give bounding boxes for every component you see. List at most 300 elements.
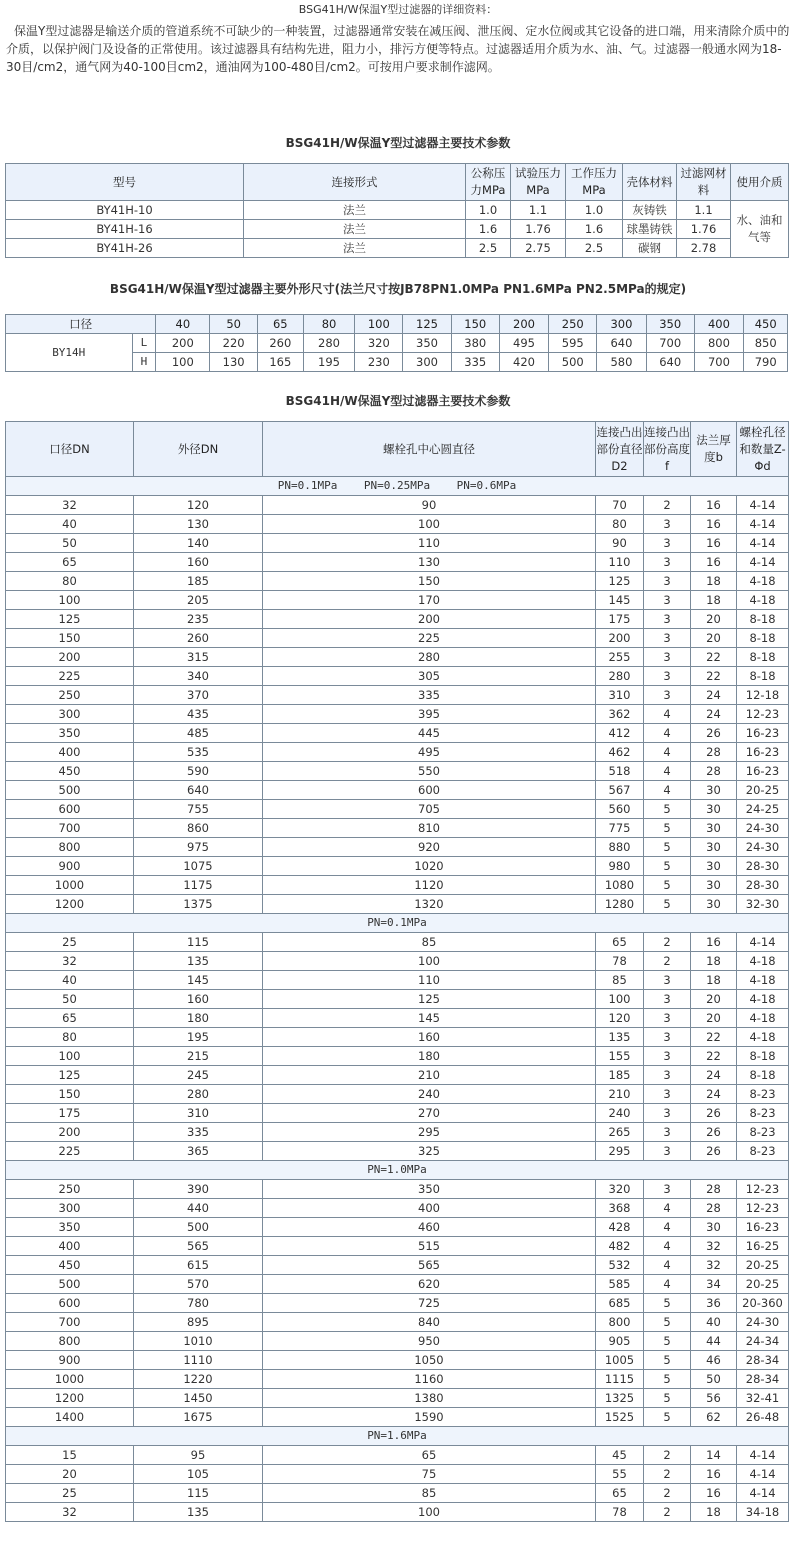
table-cell: 3 [644,515,691,534]
table-cell: 110 [263,971,596,990]
table-row [6,686,789,705]
table-cell: 78 [596,1503,644,1522]
table-cell: 368 [596,1199,644,1218]
table-cell: 16 [691,515,737,534]
table-cell: 420 [499,353,549,372]
table-cell: 85 [596,971,644,990]
table-cell: 16-23 [737,762,789,781]
table-cell: 30 [691,838,737,857]
table-row [6,1047,789,1066]
table-row [6,1389,789,1408]
table-row [6,1142,789,1161]
table-cell: 8-23 [737,1123,789,1142]
table-cell: 3 [644,1009,691,1028]
intro-paragraph: 保温Y型过滤器是输送介质的管道系统不可缺少的一种装置，过滤器通常安装在减压阀、泄压阀、定水位阀或其它设备的进口端，用来清除介质中的介质，以保护阀门及设备的正常使用。该过滤器具有结构先进，阻力小，排污方便等特点。过滤器适用介质为水、油、气。过滤器一般通水网为18-30目/cm2，通气网为40-100目cm2，通油网为100-480目/cm2。可按用户要求制作滤网。 [6,24,790,74]
table-row [6,933,789,952]
table-cell: 4-14 [737,515,789,534]
table-cell: 30 [691,800,737,819]
column-header: 连接凸出部份直径D2 [596,422,644,477]
table-cell: 2 [644,1484,691,1503]
table-cell: 32 [6,496,134,515]
column-header: 过滤网材料 [677,164,731,201]
table-cell: 26 [691,1123,737,1142]
table1-title: BSG41H/W保温Y型过滤器主要技术参数 [285,136,511,150]
table-cell: 5 [644,838,691,857]
table-cell: 5 [644,1294,691,1313]
table-cell: 5 [644,1389,691,1408]
table-cell: 16 [691,534,737,553]
table-cell: 165 [257,353,303,372]
table-cell: 260 [134,629,263,648]
table-cell: 3 [644,1028,691,1047]
table-header-row [6,164,789,201]
table-cell: 175 [6,1104,134,1123]
table-cell: 325 [263,1142,596,1161]
table2-title: BSG41H/W保温Y型过滤器主要外形尺寸(法兰尺寸按JB78PN1.0MPa PN1.6MPa PN2.5MPa的规定) [109,282,687,296]
table-row [6,1370,789,1389]
table-cell: 518 [596,762,644,781]
table-cell: 390 [134,1180,263,1199]
table-row [6,895,789,914]
table-cell: 20 [691,1009,737,1028]
table-row [6,1123,789,1142]
table-cell: 220 [210,334,258,353]
table-cell: 2.5 [466,239,511,258]
column-header: 125 [403,315,452,334]
table-cell: 3 [644,1066,691,1085]
table-cell: 125 [6,1066,134,1085]
table-cell: 20 [691,610,737,629]
table-cell: 65 [596,933,644,952]
table-cell: 800 [694,334,744,353]
table-cell: 160 [134,553,263,572]
table-cell: 12-23 [737,705,789,724]
table-cell: 5 [644,800,691,819]
table-cell: 335 [134,1123,263,1142]
table-cell: 300 [6,705,134,724]
table-cell: 1220 [134,1370,263,1389]
section-label: PN=0.1MPa PN=0.25MPa PN=0.6MPa [6,477,789,496]
table-cell: 800 [6,1332,134,1351]
table-cell: 50 [6,990,134,1009]
table-cell: 5 [644,1313,691,1332]
column-header: 80 [303,315,355,334]
table-cell: 900 [6,857,134,876]
table-cell: 32-41 [737,1389,789,1408]
section-row [6,914,789,933]
table-cell: 600 [263,781,596,800]
table-cell: 25 [6,1484,134,1503]
table-cell: 500 [6,781,134,800]
table-cell: 4 [644,705,691,724]
table-cell: 850 [744,334,788,353]
table-cell: 40 [691,1313,737,1332]
table-cell: 16-23 [737,1218,789,1237]
table-cell: 26 [691,1104,737,1123]
table-cell: 45 [596,1446,644,1465]
table-cell: 200 [6,648,134,667]
table-row [6,667,789,686]
table-cell: 485 [134,724,263,743]
table-cell: 150 [6,1085,134,1104]
table-cell: 5 [644,1332,691,1351]
table-row [6,1066,789,1085]
table-cell: 3 [644,553,691,572]
table-cell: 3 [644,1047,691,1066]
column-header: 外径DN [134,422,263,477]
table-cell: 5 [644,857,691,876]
table-cell: 130 [263,553,596,572]
table-cell: 800 [596,1313,644,1332]
table-cell: 4 [644,1237,691,1256]
table-cell: 85 [263,1484,596,1503]
table-cell: 600 [6,1294,134,1313]
table-cell: 2 [644,1503,691,1522]
table-row [6,496,789,515]
table-cell: 570 [134,1275,263,1294]
table-cell: 85 [263,933,596,952]
table-cell: 46 [691,1351,737,1370]
table-cell: 500 [134,1218,263,1237]
table-cell: 4 [644,762,691,781]
table-cell: 球墨铸铁 [623,220,677,239]
table-cell: 24-30 [737,838,789,857]
table-cell: 30 [691,781,737,800]
table-cell: 20-360 [737,1294,789,1313]
column-header: 壳体材料 [623,164,677,201]
table-cell: 2 [644,1465,691,1484]
table-cell: 18 [691,952,737,971]
table-cell: 34 [691,1275,737,1294]
table-row [6,220,789,239]
table-cell: 380 [451,334,499,353]
section-label: PN=1.0MPa [6,1161,789,1180]
table-cell: BY41H-10 [6,201,244,220]
table-cell: 110 [263,534,596,553]
table-cell: 395 [263,705,596,724]
table-cell: 130 [210,353,258,372]
column-header: 350 [646,315,694,334]
table-cell: 80 [596,515,644,534]
section-row [6,1427,789,1446]
table-cell: 362 [596,705,644,724]
table-cell: 12-18 [737,686,789,705]
table-row [6,610,789,629]
table-cell: 460 [263,1218,596,1237]
table-cell: H [132,353,156,372]
table-cell: 260 [257,334,303,353]
table-row [6,1294,789,1313]
table-cell: 5 [644,1351,691,1370]
table-cell: 5 [644,876,691,895]
table-cell: 30 [691,1218,737,1237]
table-cell: 26-48 [737,1408,789,1427]
column-header: 型号 [6,164,244,201]
table-cell: 1.0 [466,201,511,220]
table-cell: 4-18 [737,952,789,971]
column-header: 300 [597,315,647,334]
table-cell: 1380 [263,1389,596,1408]
table-cell: 185 [596,1066,644,1085]
table-row [6,724,789,743]
table-row [6,1332,789,1351]
table-cell: 4-18 [737,572,789,591]
table3-title: BSG41H/W保温Y型过滤器主要技术参数 [285,394,511,408]
table-row [6,629,789,648]
table-row [6,781,789,800]
table-cell: 305 [263,667,596,686]
table-cell: 18 [691,591,737,610]
table-cell: 950 [263,1332,596,1351]
table-cell: 580 [597,353,647,372]
table-cell: 4 [644,743,691,762]
table-cell: 225 [263,629,596,648]
table-cell: 65 [596,1484,644,1503]
table-row [6,515,789,534]
column-header: 试验压力MPa [511,164,566,201]
table-cell: 8-18 [737,610,789,629]
table-cell: 28-30 [737,857,789,876]
table-cell: 500 [6,1275,134,1294]
table-cell: 15 [6,1446,134,1465]
table-cell: 125 [596,572,644,591]
table-cell: 640 [134,781,263,800]
table-cell: 3 [644,971,691,990]
table-row [6,876,789,895]
table-cell: 1325 [596,1389,644,1408]
table-row [6,743,789,762]
table-cell: 585 [596,1275,644,1294]
table-cell: 1115 [596,1370,644,1389]
table-cell: 205 [134,591,263,610]
table-cell: 110 [596,553,644,572]
table-cell: 80 [6,572,134,591]
table-cell: 40 [6,971,134,990]
table-cell: 295 [263,1123,596,1142]
table-cell: 1200 [6,895,134,914]
table-cell: 4-14 [737,1484,789,1503]
table-cell: 235 [134,610,263,629]
table-cell: 135 [134,952,263,971]
table-cell: 1160 [263,1370,596,1389]
column-header: 公称压力MPa [466,164,511,201]
table-cell: 1400 [6,1408,134,1427]
table-cell: 4-18 [737,1009,789,1028]
table-cell: 900 [6,1351,134,1370]
table-cell: 4 [644,1275,691,1294]
table-cell: 44 [691,1332,737,1351]
table-cell: 200 [596,629,644,648]
table-cell: 428 [596,1218,644,1237]
table-cell: 95 [134,1446,263,1465]
table-cell: 1450 [134,1389,263,1408]
table-row [6,705,789,724]
table-cell: 28 [691,743,737,762]
table-cell: 550 [263,762,596,781]
table-cell: 280 [303,334,355,353]
table-cell: 法兰 [244,201,466,220]
table-cell: 34-18 [737,1503,789,1522]
table-cell: 2 [644,1446,691,1465]
table-cell: 1590 [263,1408,596,1427]
table-cell: 245 [134,1066,263,1085]
table-cell: 705 [263,800,596,819]
table-cell: 300 [403,353,452,372]
table-row [6,1085,789,1104]
table-cell: 412 [596,724,644,743]
table-cell: 640 [646,353,694,372]
table-cell: 920 [263,838,596,857]
table-row [6,1256,789,1275]
table-cell: 90 [596,534,644,553]
table-cell: 3 [644,1142,691,1161]
table-cell: 400 [6,1237,134,1256]
table-cell: 300 [6,1199,134,1218]
table-cell: 1050 [263,1351,596,1370]
table-cell: 1375 [134,895,263,914]
table-cell: 620 [263,1275,596,1294]
table-cell: 310 [134,1104,263,1123]
table-cell: 320 [596,1180,644,1199]
table-row [6,1199,789,1218]
table-cell: BY41H-26 [6,239,244,258]
table-cell: 4-14 [737,553,789,572]
table-cell: 335 [263,686,596,705]
table-cell: 125 [263,990,596,1009]
table-cell: 700 [646,334,694,353]
table-cell: 4-14 [737,933,789,952]
table-cell: 135 [134,1503,263,1522]
table-cell: 160 [134,990,263,1009]
table-cell: 170 [263,591,596,610]
table-row [6,1180,789,1199]
table-cell: 340 [134,667,263,686]
table-cell: 1000 [6,876,134,895]
table-cell: 2 [644,952,691,971]
table-cell: 240 [263,1085,596,1104]
table-cell: 195 [134,1028,263,1047]
table-cell: 4 [644,1199,691,1218]
table-cell: 36 [691,1294,737,1313]
table-cell: 24 [691,1085,737,1104]
table-cell: 1.1 [511,201,566,220]
table-cell: 4-14 [737,1465,789,1484]
column-header: 螺栓孔径和数量Z-Φd [737,422,789,477]
table-cell: 145 [263,1009,596,1028]
table-cell: 200 [156,334,210,353]
table-cell: 1525 [596,1408,644,1427]
table-cell: 700 [6,819,134,838]
table-cell: 30 [691,819,737,838]
column-header: 150 [451,315,499,334]
table-cell: 24-25 [737,800,789,819]
dimension-table [5,314,788,372]
medium-cell: 水、油和气等 [731,201,789,258]
table-cell: 567 [596,781,644,800]
table-row [6,1313,789,1332]
table-cell: 140 [134,534,263,553]
table-cell: 495 [263,743,596,762]
table-row [6,553,789,572]
section-row [6,1161,789,1180]
table-cell: 195 [303,353,355,372]
column-header: 400 [694,315,744,334]
table-cell: 3 [644,648,691,667]
table-cell: 445 [263,724,596,743]
table-row [6,1218,789,1237]
table-cell: 280 [596,667,644,686]
table-cell: 155 [596,1047,644,1066]
table-cell: 125 [6,610,134,629]
table-cell: 185 [134,572,263,591]
table-cell: 1000 [6,1370,134,1389]
table-cell: 800 [6,838,134,857]
column-header: 使用介质 [731,164,789,201]
table-cell: 16 [691,1465,737,1484]
table-cell: 8-18 [737,648,789,667]
table-cell: 685 [596,1294,644,1313]
table-cell: 145 [134,971,263,990]
table-cell: 175 [596,610,644,629]
table-row [6,762,789,781]
table-cell: 225 [6,1142,134,1161]
table-cell: 18 [691,1503,737,1522]
table-cell: 200 [6,1123,134,1142]
table-cell: 365 [134,1142,263,1161]
table-cell: 20 [691,990,737,1009]
table-cell: 560 [596,800,644,819]
table-row [6,1446,789,1465]
table-cell: 5 [644,1408,691,1427]
table-row [6,1408,789,1427]
table-cell: 1675 [134,1408,263,1427]
table-cell: 16-23 [737,743,789,762]
table-row [6,1104,789,1123]
table-row [6,990,789,1009]
table-cell: 810 [263,819,596,838]
table-row [6,952,789,971]
table-cell: 4 [644,781,691,800]
table-cell: 3 [644,686,691,705]
table-cell: 8-18 [737,667,789,686]
flange-table [5,421,789,1522]
table-cell: 115 [134,1484,263,1503]
table-row [6,591,789,610]
table-cell: 225 [6,667,134,686]
table-cell: 1.6 [566,220,623,239]
table-cell: 3 [644,572,691,591]
table-cell: 400 [263,1199,596,1218]
table-cell: 435 [134,705,263,724]
table-cell: 240 [596,1104,644,1123]
table-cell: 65 [6,1009,134,1028]
column-header: 口径 [6,315,156,334]
table-cell: 565 [134,1237,263,1256]
table-cell: 100 [263,952,596,971]
table-cell: 780 [134,1294,263,1313]
table-cell: 28-30 [737,876,789,895]
table-cell: 482 [596,1237,644,1256]
table-cell: 250 [6,686,134,705]
table-cell: 450 [6,1256,134,1275]
table-cell: 16 [691,933,737,952]
table-cell: 灰铸铁 [623,201,677,220]
table-row [6,819,789,838]
table-cell: 880 [596,838,644,857]
table-cell: 1010 [134,1332,263,1351]
table-cell: 600 [6,800,134,819]
column-header: 法兰厚度b [691,422,737,477]
